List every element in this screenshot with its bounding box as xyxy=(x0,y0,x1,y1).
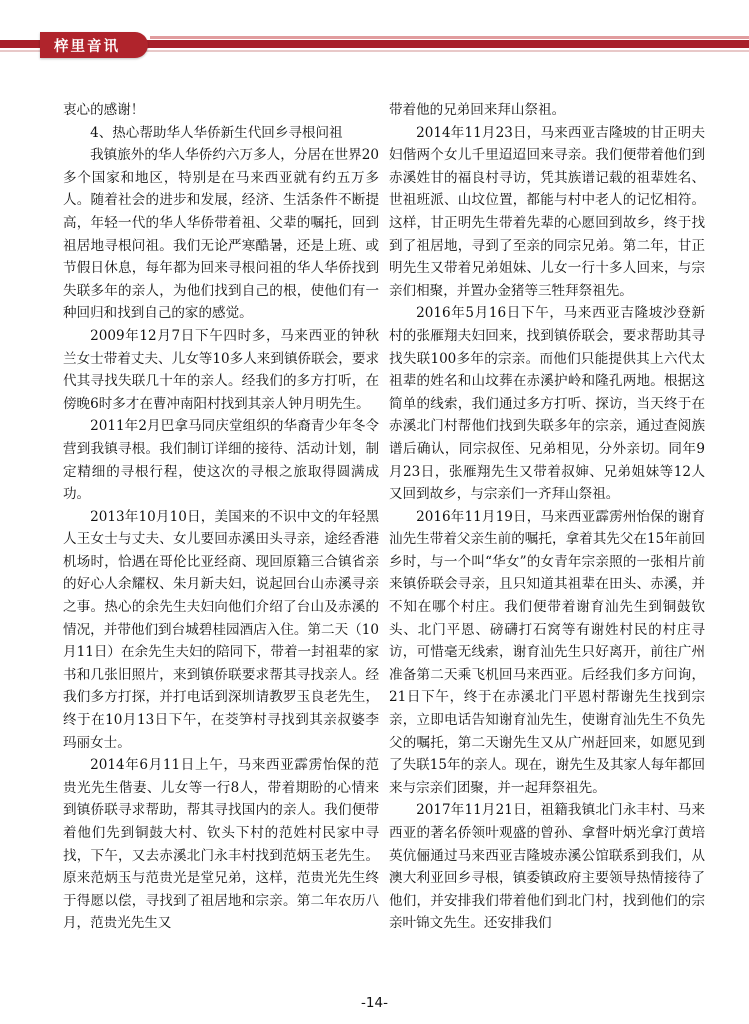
paragraph: 2016年5月16日下午，马来西亚吉隆坡沙登新村的张雁翔夫妇回来，找到镇侨联会，要求帮助其寻找失联100多年的宗亲。而他们只能提供其上六代太祖辈的姓名和山坟葬在赤溪护岭和隆孔两地。根据这简单的线索，我们通过多方打听、探访，当天终于在赤溪北门村帮他们找到失联多年的宗亲，通过查阅族谱后确认，同宗叔侄、兄弟相见，分外亲切。同年9月23日，张雁翔先生又带着叔婶、兄弟姐妹等12人又回到故乡，与宗亲们一齐拜山祭祖。 xyxy=(389,305,705,503)
page-number: -14- xyxy=(361,995,388,1011)
paragraph: 2011年2月巴拿马同庆堂组织的华裔青少年冬令营到我镇寻根。我们制订详细的接待、活动计划，制定精细的寻根行程，使这次的寻根之旅取得圆满成功。 xyxy=(63,418,379,503)
paragraph: 2014年11月23日，马来西亚吉隆坡的甘正明夫妇偕两个女儿千里迢迢回来寻亲。我们便带着他们到赤溪姓甘的福良村寻访，凭其族谱记载的祖辈姓名、世祖班派、山坟位置，都能与村中老人的记忆相符。这样，甘正明先生带着先辈的心愿回到故乡，终于找到了祖居地，寻到了至亲的同宗兄弟。第二年，甘正明先生又带着兄弟姐妹、儿女一行十多人回来，与宗亲们相聚，并置办金猪等三牲拜祭祖先。 xyxy=(389,124,705,299)
paragraph: 我镇旅外的华人华侨约六万多人，分居在世界20多个国家和地区，特别是在马来西亚就有约五万多人。随着社会的进步和发展，经济、生活条件不断提高，年轻一代的华人华侨带着祖、父辈的嘱托，回到祖居地寻根问祖。我们无论严寒酷暑，还是上班、或节假日休息，每年都为回来寻根问祖的华人华侨找到失联多年的亲人，为他们找到自己的根，使他们有一种回归和找到自己的家的感觉。 xyxy=(63,147,379,322)
section-title: 梓里音讯 xyxy=(54,39,120,55)
left-column xyxy=(63,99,379,935)
section-heading: 4、热心帮助华人华侨新生代回乡寻根问祖 xyxy=(90,124,343,141)
header-decor-line xyxy=(150,36,749,39)
paragraph: 衷心的感谢！ xyxy=(63,102,145,118)
paragraph: 2009年12月7日下午四时多，马来西亚的钟秋兰女士带着丈夫、儿女等10多人来到镇侨联会，要求代其寻找失联几十年的亲人。经我们的多方打听，在傍晚6时多才在曹冲南阳村找到其亲人钟月明先生。 xyxy=(63,327,379,412)
header-band xyxy=(0,0,749,74)
section-badge xyxy=(40,32,148,58)
paragraph: 2016年11月19日，马来西亚霹雳州怡保的谢育汕先生带着父亲生前的嘱托，拿着其先父在15年前回乡时，与一个叫“华女”的女青年宗亲照的一张相片前来镇侨联会寻亲，且只知道其祖辈在田头、赤溪，并不知在哪个村庄。我们便带着谢育汕先生到铜鼓钦头、北门平恩、磅礴打石窝等有谢姓村民的村庄寻访，可惜毫无线索，谢育汕先生只好离开，前往广州准备第二天乘飞机回马来西亚。后经我们多方问询，21日下午，终于在赤溪北门平恩村帮谢先生找到宗亲，立即电话告知谢育汕先生，使谢育汕先生不负先父的嘱托，第二天谢先生又从广州赶回来，如愿见到了失联15年的亲人。现在，谢先生及其家人每年都回来与宗亲们团聚，并一起拜祭祖先。 xyxy=(389,508,705,796)
paragraph: 2017年11月21日，祖籍我镇北门永丰村、马来西亚的著名侨领叶观盛的曾孙、拿督叶炳光拿汀黄培英伉俪通过马来西亚吉隆坡赤溪公馆联系到我们，从澳大利亚回乡寻根，镇委镇政府主要领导热情接待了他们，并安排我们带着他们到北门村，找到他们的宗亲叶锦文先生。还安排我们 xyxy=(389,802,705,932)
paragraph: 带着他的兄弟回来拜山祭祖。 xyxy=(389,102,566,118)
right-column xyxy=(389,99,705,935)
paragraph: 2014年6月11日上午，马来西亚霹雳怡保的范贵光先生偕妻、儿女等一行8人，带着期盼的心情来到镇侨联寻求帮助，帮其寻找国内的亲人。我们便带着他们先到铜鼓大村、钦头下村的范姓村民家中寻找，下午，又去赤溪北门永丰村找到范炳玉老先生。原来范炳玉与范贵光是堂兄弟，这样，范贵光先生终于得愿以偿，寻找到了祖居地和宗亲。第二年农历八月，范贵光先生又 xyxy=(63,757,379,932)
paragraph: 2013年10月10日，美国来的不识中文的年轻黑人王女士与丈夫、女儿要回赤溪田头寻亲，途经香港机场时，恰遇在哥伦比亚经商、现回原籍三合镇省亲的好心人余耀权、朱月新夫妇，说起回台山赤溪寻亲之事。热心的余先生夫妇向他们介绍了台山及赤溪的情况，并带他们到台城碧桂园酒店入住。第二天（10月11日）在余先生夫妇的陪同下，带着一封祖辈的家书和几张旧照片，来到镇侨联要求帮其寻找亲人。经我们多方打探，并打电话到深圳请教罗玉良老先生，终于在10月13日下午，在茭笋村寻找到其亲叔婆李玛丽女士。 xyxy=(63,508,379,751)
